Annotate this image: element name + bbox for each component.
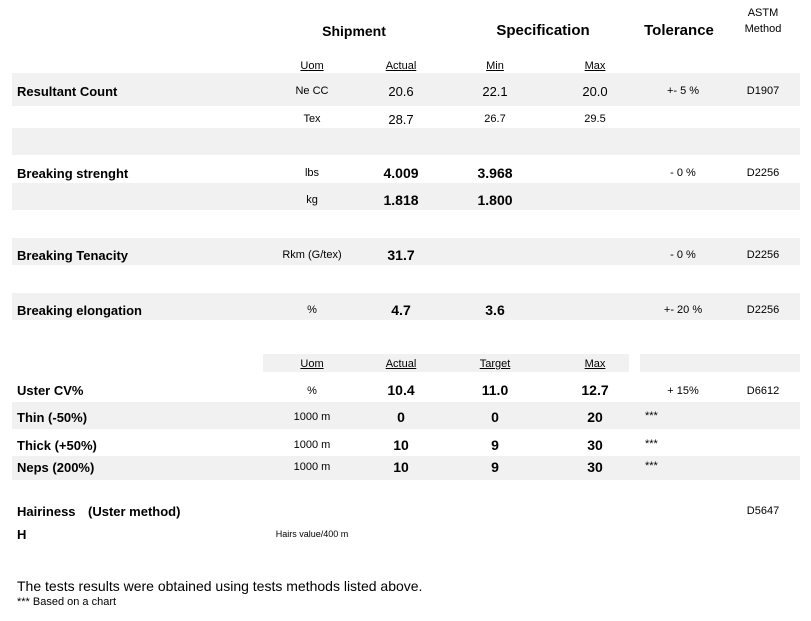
resultant-actual-1: 20.6 <box>388 84 414 99</box>
tenacity-uom: Rkm (G/tex) <box>282 249 342 261</box>
col-max-1: Max <box>584 60 606 72</box>
elongation-tolerance: +- 20 % <box>663 304 703 316</box>
neps-uom: 1000 m <box>293 461 331 473</box>
label-breaking-tenacity: Breaking Tenacity <box>17 248 129 263</box>
breaking-tolerance: - 0 % <box>670 167 696 179</box>
header-method: Method <box>744 23 782 35</box>
neps-target: 9 <box>491 459 499 475</box>
col-actual-2: Actual <box>385 358 417 370</box>
label-hairiness-method: (Uster method) <box>88 504 181 519</box>
neps-tolerance: *** <box>645 460 658 472</box>
uster-cv-target: 11.0 <box>481 382 509 398</box>
label-hairiness: Hairiness <box>17 504 76 519</box>
tenacity-actual: 31.7 <box>387 247 415 263</box>
label-uster-cv: Uster CV% <box>17 383 84 398</box>
header-tolerance: Tolerance <box>644 22 714 39</box>
band-thin <box>12 402 800 429</box>
uster-cv-uom: % <box>307 385 317 397</box>
resultant-max-1: 20.0 <box>582 84 608 99</box>
header-astm: ASTM <box>747 7 779 19</box>
resultant-astm: D1907 <box>746 85 780 97</box>
thick-actual: 10 <box>393 437 409 453</box>
thin-max: 20 <box>587 409 603 425</box>
footer-note: *** Based on a chart <box>17 596 117 608</box>
label-breaking-elongation: Breaking elongation <box>17 303 142 318</box>
elongation-uom: % <box>307 304 317 316</box>
thin-uom: 1000 m <box>293 411 331 423</box>
uster-cv-astm: D6612 <box>746 385 780 397</box>
col-uom-2: Uom <box>300 358 324 370</box>
resultant-min-1: 22.1 <box>482 84 508 99</box>
breaking-min-1: 3.968 <box>477 165 513 181</box>
label-breaking-strength: Breaking strenght <box>17 166 129 181</box>
neps-actual: 10 <box>393 459 409 475</box>
thick-tolerance: *** <box>645 438 658 450</box>
breaking-astm: D2256 <box>746 167 780 179</box>
thick-max: 30 <box>587 437 603 453</box>
resultant-uom-1: Ne CC <box>295 85 329 97</box>
header-specification: Specification <box>496 22 590 39</box>
elongation-actual: 4.7 <box>391 302 411 318</box>
breaking-actual-1: 4.009 <box>383 165 419 181</box>
label-thin: Thin (-50%) <box>17 410 88 425</box>
resultant-max-2: 29.5 <box>584 113 606 125</box>
tenacity-astm: D2256 <box>746 249 780 261</box>
neps-max: 30 <box>587 459 603 475</box>
tenacity-tolerance: - 0 % <box>670 249 696 261</box>
hairiness-h-uom: Hairs value/400 m <box>275 529 349 539</box>
label-thick: Thick (+50%) <box>17 438 97 453</box>
thin-actual: 0 <box>397 409 405 425</box>
band-subheader-2-right <box>640 354 800 372</box>
thin-tolerance: *** <box>645 410 658 422</box>
thin-target: 0 <box>491 409 499 425</box>
breaking-min-2: 1.800 <box>477 192 513 208</box>
col-uom-1: Uom <box>300 60 324 72</box>
elongation-astm: D2256 <box>746 304 780 316</box>
col-target-2: Target <box>479 358 511 370</box>
label-resultant-count: Resultant Count <box>17 84 118 99</box>
col-min-1: Min <box>486 60 504 72</box>
footer-statement: The tests results were obtained using tests methods listed above. <box>17 578 423 594</box>
resultant-uom-2: Tex <box>303 113 321 125</box>
resultant-min-2: 26.7 <box>484 113 506 125</box>
resultant-actual-2: 28.7 <box>388 112 414 127</box>
breaking-uom-2: kg <box>306 194 318 206</box>
uster-cv-tolerance: + 15% <box>667 385 699 397</box>
band-resultant-spacer <box>12 128 800 155</box>
uster-cv-max: 12.7 <box>581 382 609 398</box>
header-shipment: Shipment <box>322 23 386 39</box>
resultant-tolerance: +- 5 % <box>666 85 700 97</box>
label-neps: Neps (200%) <box>17 460 95 475</box>
col-max-2: Max <box>584 358 606 370</box>
label-hairiness-h: H <box>17 527 27 542</box>
hairiness-astm: D5647 <box>746 505 780 517</box>
uster-cv-actual: 10.4 <box>387 382 415 398</box>
elongation-min: 3.6 <box>485 302 505 318</box>
thick-uom: 1000 m <box>293 439 331 451</box>
thick-target: 9 <box>491 437 499 453</box>
breaking-actual-2: 1.818 <box>383 192 419 208</box>
breaking-uom-1: lbs <box>304 167 320 179</box>
col-actual-1: Actual <box>385 60 417 72</box>
